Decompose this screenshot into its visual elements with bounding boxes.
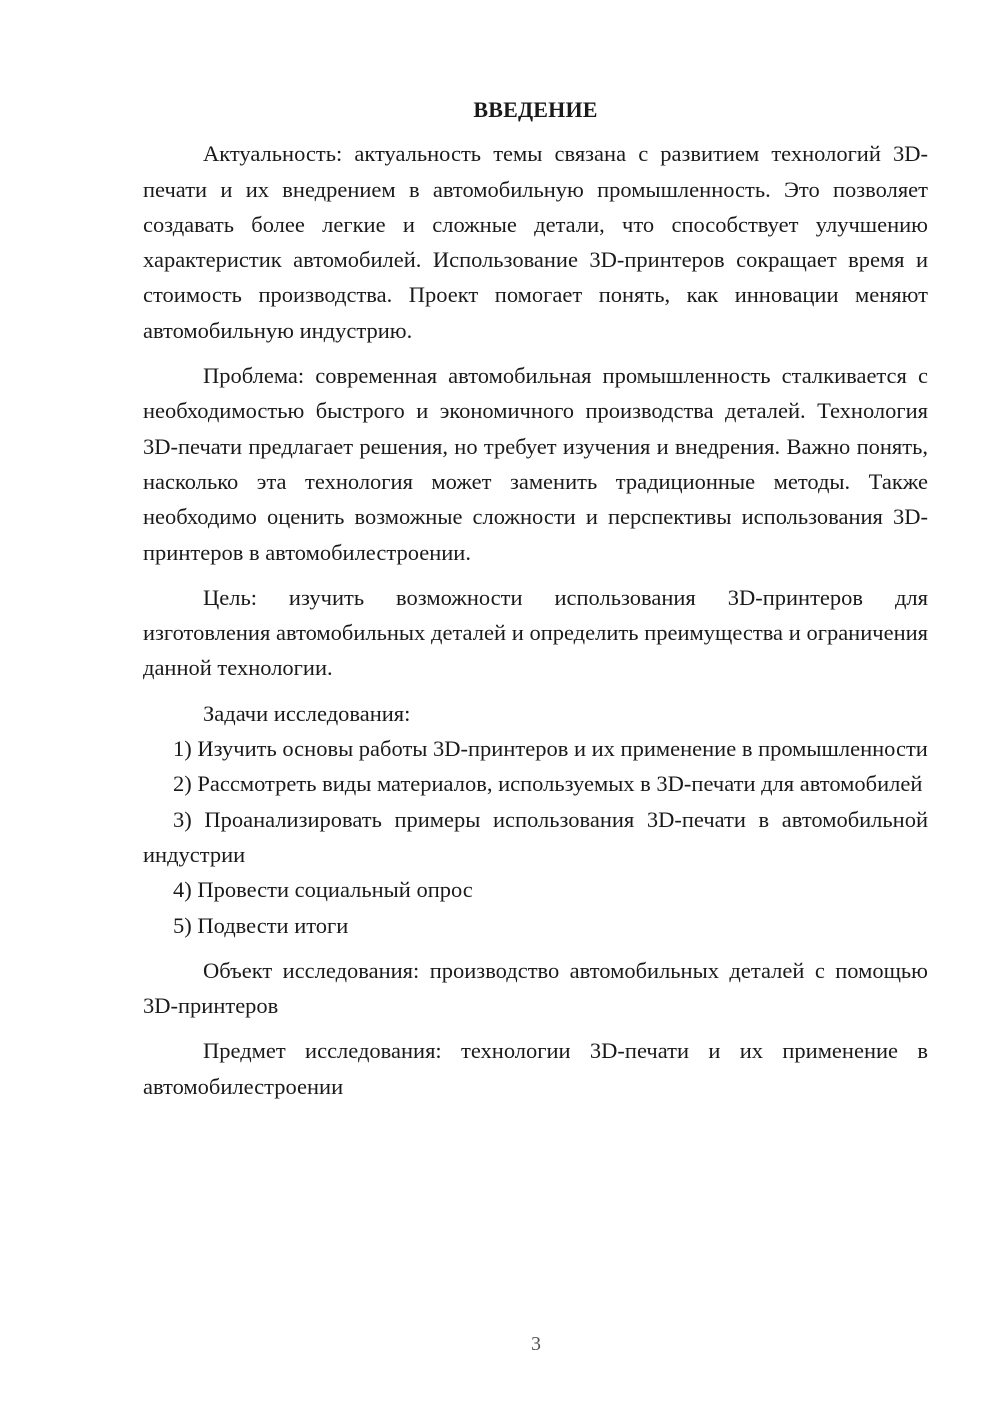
list-item: 5) Подвести итоги xyxy=(173,912,349,938)
list-item: 3) Проанализировать примеры использования 3D-печати в автомобильной индустрии xyxy=(143,806,928,867)
object-paragraph: Объект исследования: производство автомобильных деталей с помощью 3D-принтеров xyxy=(143,957,928,1019)
list-item: 4) Провести социальный опрос xyxy=(173,877,473,903)
document-page xyxy=(143,92,928,1104)
list-item: 1) Изучить основы работы 3D-принтеров и их применение в промышленности xyxy=(173,736,928,762)
problem-paragraph: Проблема: современная автомобильная промышленность сталкивается с необходимостью быстрого и экономичного производства деталей. Технология 3D-печати предлагает решения, но требует изучения и внедрения. Важно понять, насколько эта технология может заменить традиционные методы. Также необходимо оценить возможные сложности и перспективы использования 3D-принтеров в автомобилестроении. xyxy=(143,363,928,565)
goal-paragraph: Цель: изучить возможности использования 3D-принтеров для изготовления автомобильных деталей и определить преимущества и ограничения данной технологии. xyxy=(143,584,928,681)
tasks-heading: Задачи исследования: xyxy=(203,700,411,726)
list-item: 2) Рассмотреть виды материалов, используемых в 3D-печати для автомобилей xyxy=(173,771,923,797)
relevance-paragraph: Актуальность: актуальность темы связана с развитием технологий 3D-печати и их внедрением в автомобильную промышленность. Это позволяет создавать более легкие и сложные детали, что способствует улучшению характеристик автомобилей. Использование 3D-принтеров сокращает время и стоимость производства. Проект помогает понять, как инновации меняют автомобильную индустрию. xyxy=(143,141,928,343)
subject-paragraph: Предмет исследования: технологии 3D-печати и их применение в автомобилестроении xyxy=(143,1038,928,1099)
page-title: ВВЕДЕНИЕ xyxy=(473,97,598,122)
page-number: 3 xyxy=(531,1333,541,1355)
